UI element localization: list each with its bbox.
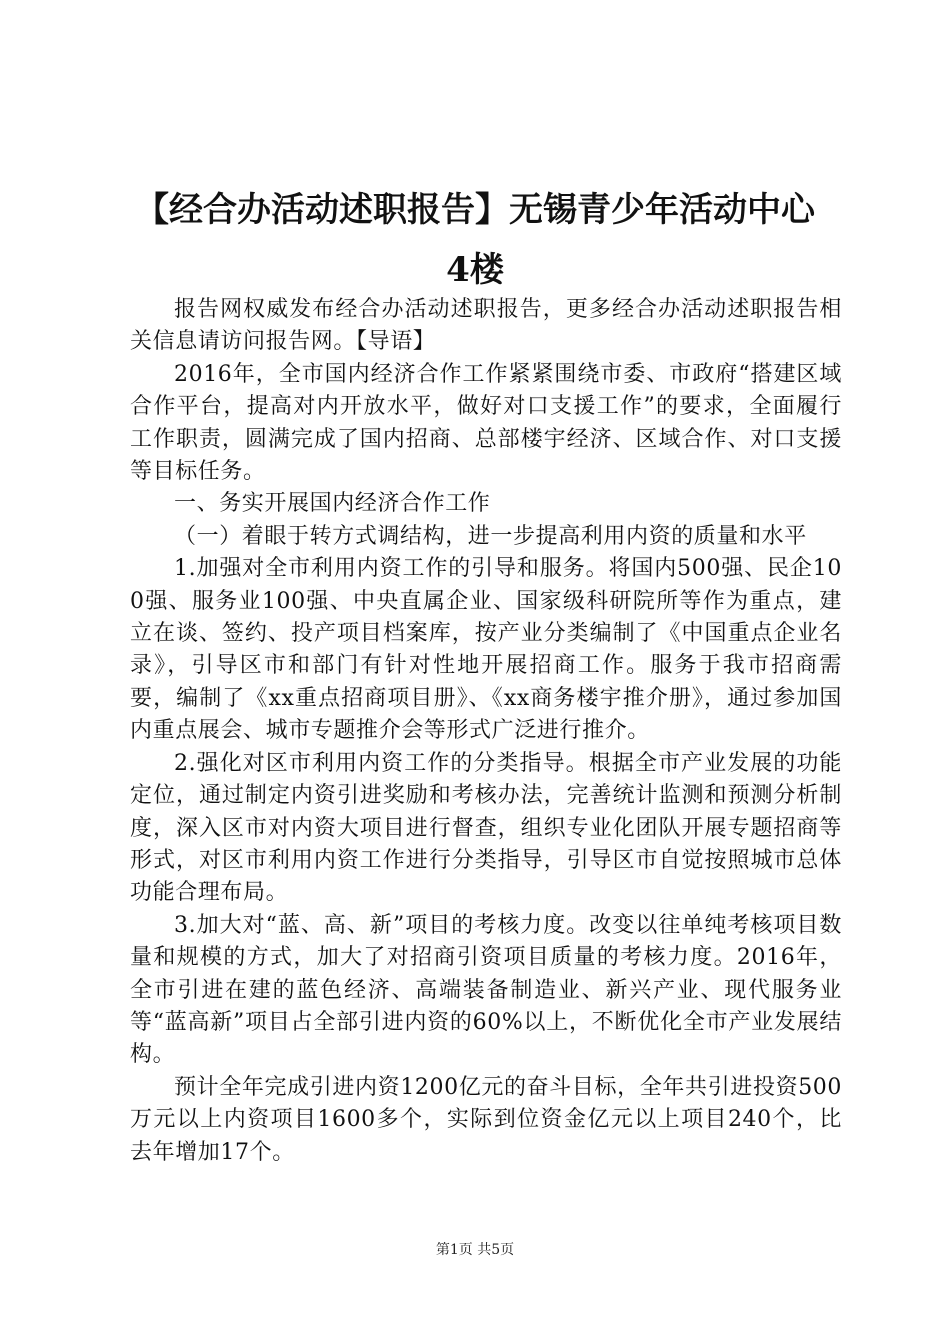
paragraph-item-3: 3.加大对“蓝、高、新”项目的考核力度。改变以往单纯考核项目数量和规模的方式，加大了对招商引资项目质量的考核力度。2016年，全市引进在建的蓝色经济、高端装备制造业、新兴产业、现代服务业等“蓝高新”项目占全部引进内资的60%以上，不断优化全市产业发展结构。 — [130, 912, 842, 1068]
paragraph-forecast: 预计全年完成引进内资1200亿元的奋斗目标，全年共引进投资500万元以上内资项目1600多个，实际到位资金亿元以上项目240个，比去年增加17个。 — [130, 1074, 842, 1165]
document-title-line-2: 4楼 — [446, 250, 504, 290]
page-number-footer: 第1页 共5页 — [435, 1242, 515, 1258]
paragraph-item-2: 2.强化对区市利用内资工作的分类指导。根据全市产业发展的功能定位，通过制定内资引进奖励和考核办法，完善统计监测和预测分析制度，深入区市对内资大项目进行督查，组织专业化团队开展专题招商等形式，对区市利用内资工作进行分类指导，引导区市自觉按照城市总体功能合理布局。 — [130, 750, 842, 906]
subsection-heading-1: （一）着眼于转方式调结构，进一步提高利用内资的质量和水平 — [174, 523, 807, 549]
section-heading-1: 一、务实开展国内经济合作工作 — [174, 491, 491, 517]
paragraph-intro: 报告网权威发布经合办活动述职报告，更多经合办活动述职报告相关信息请访问报告网。【导语】 — [130, 297, 842, 355]
paragraph-item-1: 1.加强对全市利用内资工作的引导和服务。将国内500强、民企100强、服务业100强、中央直属企业、国家级科研院所等作为重点，建立在谈、签约、投产项目档案库，按产业分类编制了《中国重点企业名录》，引导区市和部门有针对性地开展招商工作。服务于我市招商需要，编制了《xx重点招商项目册》、《xx商务楼宇推介册》，通过参加国内重点展会、城市专题推介会等形式广泛进行推介。 — [130, 556, 842, 744]
document-title-line-1: 【经合办活动述职报告】无锡青少年活动中心 — [135, 190, 815, 230]
paragraph-summary: 2016年，全市国内经济合作工作紧紧围绕市委、市政府“搭建区域合作平台，提高对内开放水平，做好对口支援工作”的要求，全面履行工作职责，圆满完成了国内招商、总部楼宇经济、区域合作、对口支援等目标任务。 — [130, 361, 842, 485]
document-body — [130, 294, 842, 1169]
